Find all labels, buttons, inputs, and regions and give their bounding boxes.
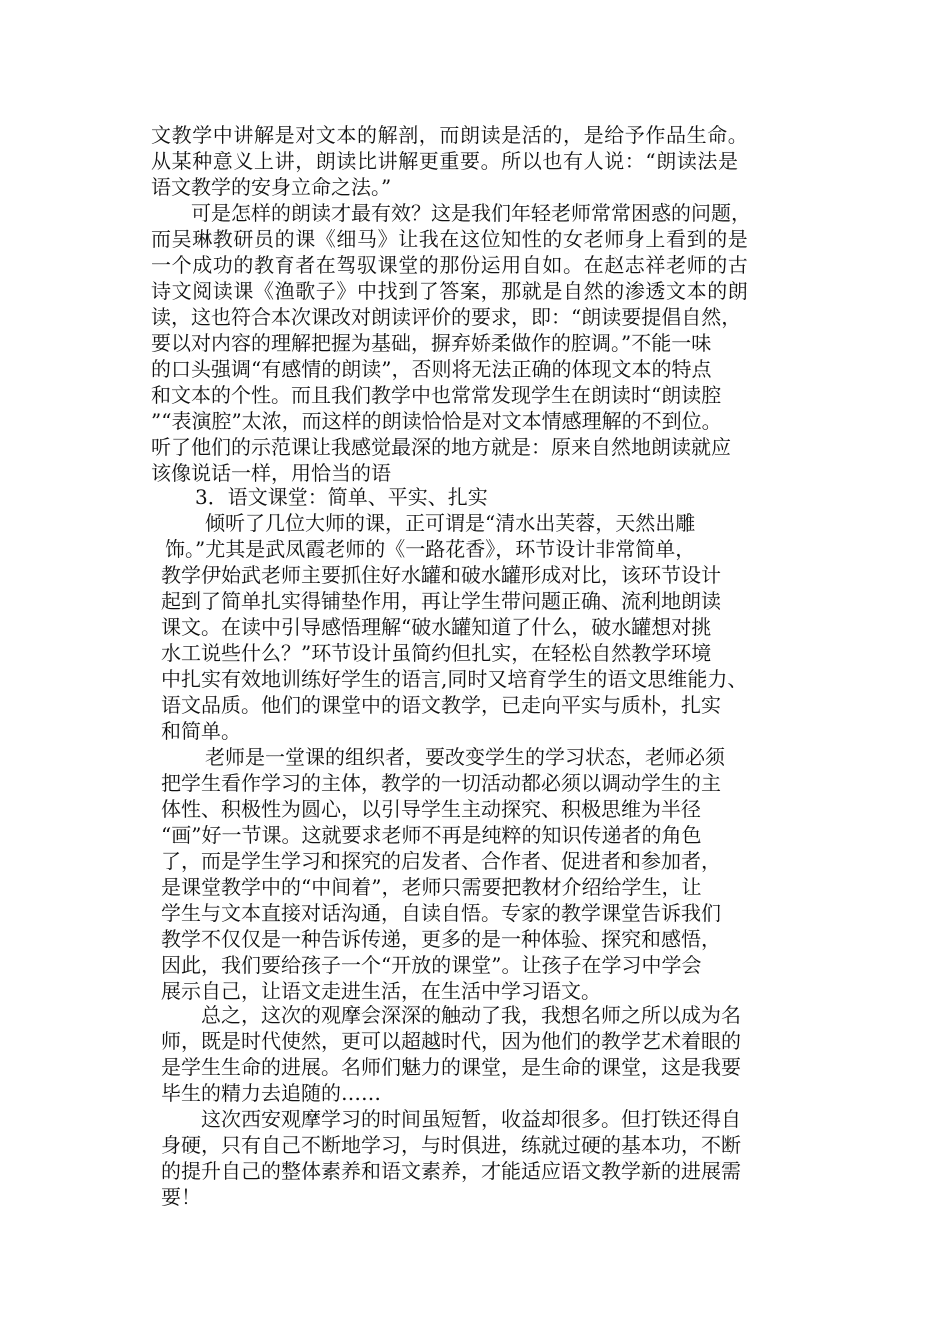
paragraph-line: 教学不仅仅是一种告诉传递，更多的是一种体验、探究和感悟， — [161, 927, 721, 951]
paragraph-line: 的提升自己的整体素养和语文素养，才能适应语文教学新的进展需 — [161, 1159, 741, 1183]
paragraph-line: 一个成功的教育者在驾驭课堂的那份运用自如。在赵志祥老师的古 — [151, 253, 749, 277]
paragraph-line: 体性、积极性为圆心，以引导学生主动探究、积极思维为半径 — [161, 797, 701, 821]
paragraph-line: 老师是一堂课的组织者，要改变学生的学习状态，老师必须 — [205, 745, 725, 769]
paragraph-line: 水工说些什么？”环节设计虽简约但扎实，在轻松自然教学环境 — [161, 641, 712, 665]
paragraph-line: 诗文阅读课《渔歌子》中找到了答案，那就是自然的渗透文本的朗 — [151, 279, 749, 303]
paragraph-line: 因此，我们要给孩子一个“开放的课堂”。让孩子在学习中学会 — [161, 953, 702, 977]
paragraph-line: 是课堂教学中的“中间着”，老师只需要把教材介绍给学生，让 — [161, 875, 702, 899]
paragraph-line: 和简单。 — [161, 719, 241, 743]
section-heading: 3．语文课堂：简单、平实、扎实 — [195, 485, 488, 509]
paragraph-line: “画”好一节课。这就要求老师不再是纯粹的知识传递者的角色 — [161, 823, 702, 847]
paragraph-line: 起到了简单扎实得铺垫作用，再让学生带问题正确、流利地朗读 — [161, 589, 721, 613]
paragraph-line: 而吴琳教研员的课《细马》让我在这位知性的女老师身上看到的是 — [151, 227, 749, 251]
paragraph-line: 课文。在读中引导感悟理解“破水罐知道了什么，破水罐想对挑 — [161, 615, 712, 639]
paragraph-line: 语文教学的安身立命之法。” — [151, 175, 392, 199]
paragraph-line: 教学伊始武老师主要抓住好水罐和破水罐形成对比，该环节设计 — [161, 563, 721, 587]
paragraph-line: 从某种意义上讲，朗读比讲解更重要。所以也有人说：“朗读法是 — [151, 149, 739, 173]
paragraph-line: 中扎实有效地训练好学生的语言,同时又培育学生的语文思维能力、 — [161, 667, 748, 691]
paragraph-line: 毕生的精力去追随的…… — [161, 1081, 381, 1105]
paragraph-line: 该像说话一样，用恰当的语 — [151, 461, 391, 485]
paragraph-line: 学生与文本直接对话沟通，自读自悟。专家的教学课堂告诉我们 — [161, 901, 721, 925]
paragraph-line: 和文本的个性。而且我们教学中也常常发现学生在朗读时“朗读腔 — [151, 383, 722, 407]
paragraph-line: 读，这也符合本次课改对朗读评价的要求，即：“朗读要提倡自然， — [151, 305, 742, 329]
paragraph-line: 展示自己，让语文走进生活，在生活中学习语文。 — [161, 979, 601, 1003]
paragraph-line: 把学生看作学习的主体，教学的一切活动都必须以调动学生的主 — [161, 771, 721, 795]
paragraph-line: 可是怎样的朗读才最有效？这是我们年轻老师常常困惑的问题， — [191, 201, 751, 225]
paragraph-line: 语文品质。他们的课堂中的语文教学，已走向平实与质朴，扎实 — [161, 693, 721, 717]
paragraph-line: 倾听了几位大师的课，正可谓是“清水出芙蓉，天然出雕 — [205, 511, 696, 535]
paragraph-line: 要！ — [161, 1185, 201, 1209]
paragraph-line: 师，既是时代使然，更可以超越时代，因为他们的教学艺术着眼的 — [161, 1029, 741, 1053]
paragraph-line: 身硬，只有自己不断地学习，与时俱进，练就过硬的基本功，不断 — [161, 1133, 741, 1157]
paragraph-line: ”“表演腔”太浓，而这样的朗读恰恰是对文本情感理解的不到位。 — [151, 409, 722, 433]
paragraph-line: 是学生生命的进展。名师们魅力的课堂，是生命的课堂，这是我要 — [161, 1055, 741, 1079]
paragraph-line: 总之，这次的观摩会深深的触动了我，我想名师之所以成为名 — [201, 1003, 741, 1027]
paragraph-line: 的口头强调“有感情的朗读”，否则将无法正确的体现文本的特点 — [151, 357, 712, 381]
paragraph-line: 了，而是学生学习和探究的启发者、合作者、促进者和参加者， — [161, 849, 721, 873]
paragraph-line: 饰。”尤其是武凤霞老师的《一路花香》，环节设计非常简单， — [165, 537, 696, 561]
paragraph-line: 要以对内容的理解把握为基础，摒弃娇柔做作的腔调。”不能一味 — [151, 331, 712, 355]
paragraph-line: 听了他们的示范课让我感觉最深的地方就是：原来自然地朗读就应 — [151, 435, 731, 459]
paragraph-line: 这次西安观摩学习的时间虽短暂，收益却很多。但打铁还得自 — [201, 1107, 741, 1131]
paragraph-line: 文教学中讲解是对文本的解剖，而朗读是活的，是给予作品生命。 — [151, 123, 749, 147]
